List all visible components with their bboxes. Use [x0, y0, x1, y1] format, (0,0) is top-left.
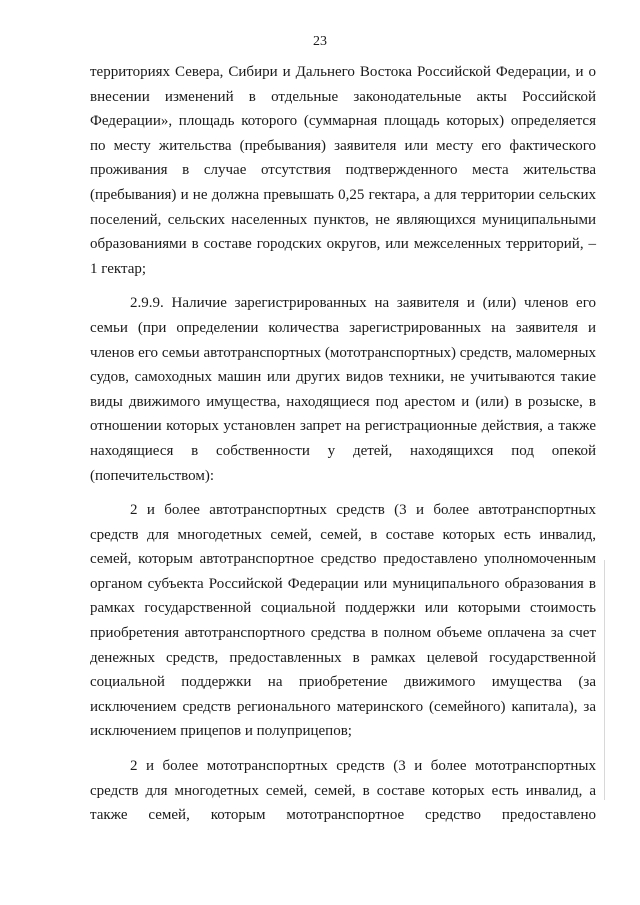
paragraph-motorcycles: 2 и более мототранспортных средств (3 и более мототранспортных средств для многодетных семей, семей, в составе которых есть инвалид, а также семей, которым мототранспортное средство предоставлено	[90, 758, 596, 824]
document-body	[90, 60, 596, 828]
paragraph-vehicles: 2 и более автотранспортных средств (3 и более автотранспортных средств для многодетных семей, семей, в составе которых есть инвалид, семей, которым автотранспортное средство предоставлено уполномоченным органом субъекта Российской Федерации или муниципального образования в рамках государственной социальной поддержки или которыми стоимость приобретения автотранспортного средства в полном объеме оплачена за счет денежных средств, предоставленных в рамках целевой государственной социальной поддержки на приобретение движимого имущества (за исключением средств регионального материнского (семейного) капитала), за исключением прицепов и полуприцепов;	[90, 502, 596, 740]
paragraph-continuation: территориях Севера, Сибири и Дальнего Востока Российской Федерации, и о внесении изменений в отдельные законодательные акты Российской Федерации», площадь которого (суммарная площадь которых) определяется по месту жительства (пребывания) заявителя или месту его фактического проживания в случае отсутствия подтвержденного места жительства (пребывания) и не должна превышать 0,25 гектара, а для территории сельских поселений, сельских населенных пунктов, не являющихся муниципальными образованиями в составе городских округов, или межселенных территорий, – 1 гектар;	[90, 64, 596, 277]
page-number: 23	[313, 34, 327, 49]
scan-edge-line	[604, 560, 605, 800]
paragraph-2-9-9: 2.9.9. Наличие зарегистрированных на заявителя и (или) членов его семьи (при определении количества зарегистрированных на заявителя и членов его семьи автотранспортных (мототранспортных) средств, маломерных судов, самоходных машин или других видов техники, не учитываются такие виды движимого имущества, находящиеся под арестом и (или) в розыске, в отношении которых установлен запрет на регистрационные действия, а также находящиеся в собственности у детей, находящихся под опекой (попечительством):	[90, 295, 596, 484]
